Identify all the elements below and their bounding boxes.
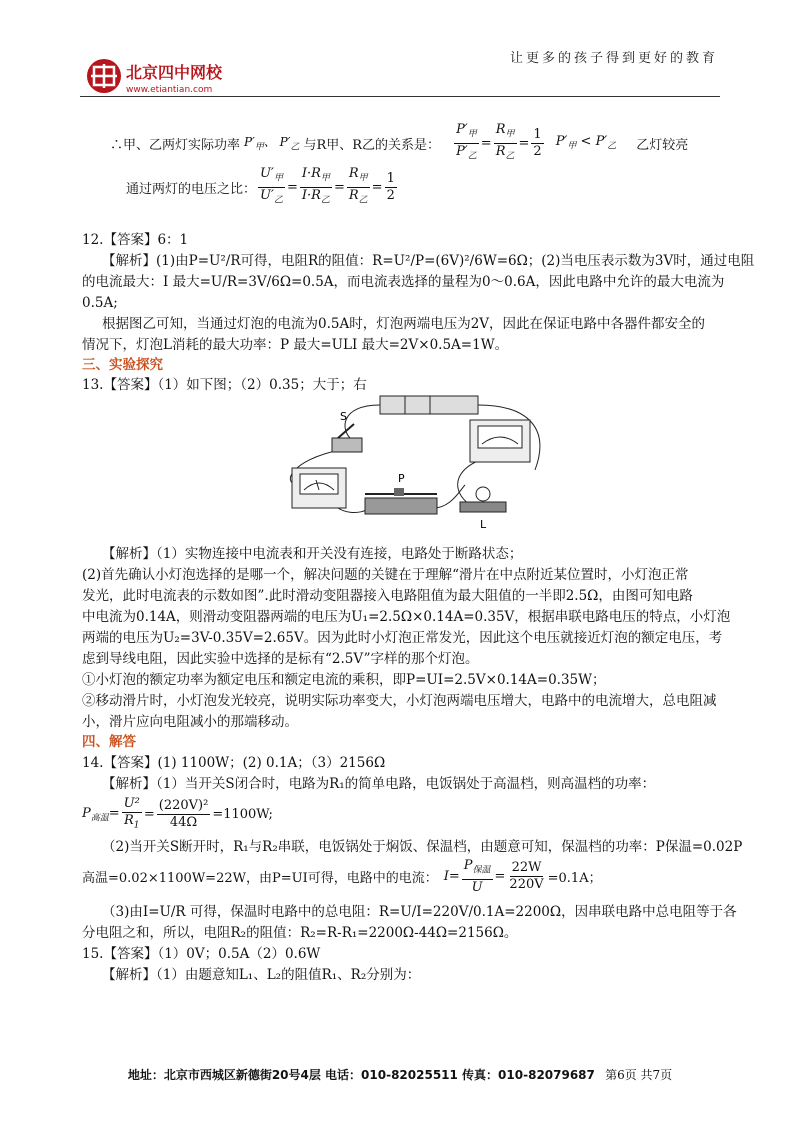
logo-url: www.etiantian.com [126, 85, 213, 95]
q12-analysis-1: 【解析】(1)由P=U²/R可得，电阻R的阻值：R=U²/P=(6V)²/6W=6Ω；(2)当电压表示数为3V时，通过电阻 [102, 253, 755, 269]
q14-analysis-3-prefix: 高温=0.02×1100W=22W，由P=UI可得，电路中的电流： [82, 871, 438, 887]
header-divider [80, 96, 720, 97]
q12-analysis-3: 0.5A; [82, 295, 118, 311]
q13-analysis-2: (2)首先确认小灯泡选择的是哪一个，解决问题的关键在于理解“滑片在中点附近某位置时，小灯泡正常 [82, 567, 689, 583]
q15-answer: 15.【答案】（1）0V；0.5A（2）0.6W [82, 946, 321, 962]
section-4-heading: 四、解答 [82, 734, 136, 750]
q14-formula-1: $P_{高温}=$ $\frac{\text{U²}}{R_1}$ = $\frac{\text{(220V)²}}{44\Omega}$ =1100W; [82, 796, 273, 831]
q15-analysis-1: 【解析】（1）由题意知L₁、L₂的阻值R₁、R₂分别为： [102, 967, 421, 983]
voltage-ratio-prefix: 通过两灯的电压之比： [126, 181, 257, 197]
q14-analysis-5: 分电阻之和，所以，电阻R₂的阻值：R₂=R-R₁=2200Ω-44Ω=2156Ω。 [82, 925, 518, 941]
label-slider: P [398, 472, 405, 485]
q14-formula-1-result: =1100W; [212, 807, 273, 823]
q13-analysis-6: 虑到导线电阻，因此实验中选择的是标有“2.5V”字样的那个灯泡。 [82, 651, 479, 667]
label-switch: S [340, 410, 347, 423]
label-lamp: L [480, 518, 487, 531]
voltmeter-icon [470, 420, 530, 462]
q12-analysis-4: 根据图乙可知，当通过灯泡的电流为0.5A时，灯泡两端电压为2V，因此在保证电路中各器件都安全的 [102, 316, 706, 332]
q14-answer: 14.【答案】(1) 1100W；(2) 0.1A；（3）2156Ω [82, 755, 386, 771]
switch-icon [332, 424, 362, 452]
voltage-ratio-line: 通过两灯的电压之比： $\frac{U'_甲}{U'_乙}$ = $\frac{I\cdot R_甲}{I\cdot R_乙}$ = $\frac{R_甲}{R_乙}$ = $\frac{1}{2}$ [126, 166, 395, 206]
q12-answer: 12.【答案】6：1 [82, 232, 189, 248]
q13-analysis-4: 中电流为0.14A，则滑动变阻器两端的电压为U₁=2.5Ω×0.14A=0.35V，根据串联电路电压的特点，小灯泡 [82, 609, 731, 625]
ammeter-icon [292, 468, 346, 508]
power-relation-line: ∴甲、乙两灯实际功率 $P'_甲$、 $P'_乙$ 与R甲、R乙的关系是： $\frac{P'_甲}{P'_乙}$ = $\frac{R_甲}{R_乙}$ = $\frac{1}{2}$ $P'_甲 < P'_乙$ 乙灯较亮 [110, 122, 689, 162]
q13-analysis-9: 小，滑片应向电阻减小的那端移动。 [82, 714, 298, 730]
q13-analysis-5: 两端的电压为U₂=3V-0.35V=2.65V。因为此时小灯泡正常发光，因此这个电压就接近灯泡的额定电压，考 [82, 630, 723, 646]
battery-icon [380, 396, 478, 414]
power-relation-suffix: 乙灯较亮 [636, 137, 689, 153]
q14-analysis-3-suffix: =0.1A； [547, 871, 602, 887]
q14-analysis-4: （3)由I=U/R 可得，保温时电路中的总电阻：R=U/I=220V/0.1A=2200Ω，因串联电路中总电阻等于各 [102, 904, 737, 920]
q13-analysis-3: 发光，此时电流表的示数如图”.此时滑动变阻器接入电路阻值为最大阻值的一半即2.5Ω，由图可知电路 [82, 588, 693, 604]
q14-formula-2: 高温=0.02×1100W=22W，由P=UI可得，电路中的电流： I= $\frac{P_{保温}}{U}$ = $\frac{22W}{220V}$ =0.1A； [82, 858, 602, 895]
q13-analysis-7: ①小灯泡的额定功率为额定电压和额定电流的乘积，即P=UI=2.5V×0.14A=0.35W； [82, 672, 606, 688]
section-3-heading: 三、实验探究 [82, 357, 163, 373]
header-slogan: 让更多的孩子得到更好的教育 [509, 51, 718, 66]
page-footer [0, 1066, 800, 1083]
q14-analysis-2: （2)当开关S断开时，R₁与R₂串联，电饭锅处于焖饭、保温档，由题意可知，保温档的功率：P保温=0.02P [102, 839, 743, 855]
q12-analysis-2: 的电流最大：I 最大=U/R=3V/6Ω=0.5A，而电流表选择的量程为0～0.6A，因此电路中允许的最大电流为 [82, 274, 725, 290]
lamp-icon [460, 487, 506, 512]
circuit-diagram [280, 390, 560, 540]
logo-text: 北京四中网校 [126, 63, 223, 82]
power-relation-mid: 与R甲、R乙的关系是： [303, 137, 441, 153]
q12-analysis-5: 情况下，灯泡L消耗的最大功率：P 最大=ULI 最大=2V×0.5A=1W。 [82, 337, 509, 353]
q13-answer: 13.【答案】（1）如下图；（2）0.35；大于；右 [82, 377, 367, 393]
rheostat-icon [365, 488, 437, 514]
q13-analysis-1: 【解析】（1）实物连接中电流表和开关没有连接，电路处于断路状态； [102, 546, 523, 562]
footer-page-number: 第6页 共7页 [605, 1068, 673, 1082]
power-relation-prefix: ∴甲、乙两灯实际功率 [110, 137, 241, 153]
footer-address: 地址：北京市西城区新德街20号4层 电话：010-82025511 传真：010-82079687 [127, 1068, 595, 1082]
q14-analysis-1: 【解析】（1）当开关S闭合时，电路为R₁的简单电路，电饭锅处于高温档，则高温档的功率： [102, 776, 656, 792]
q13-analysis-8: ②移动滑片时，小灯泡发光较亮，说明实际功率变大，小灯泡两端电压增大，电路中的电流增大，总电阻减 [82, 693, 717, 709]
